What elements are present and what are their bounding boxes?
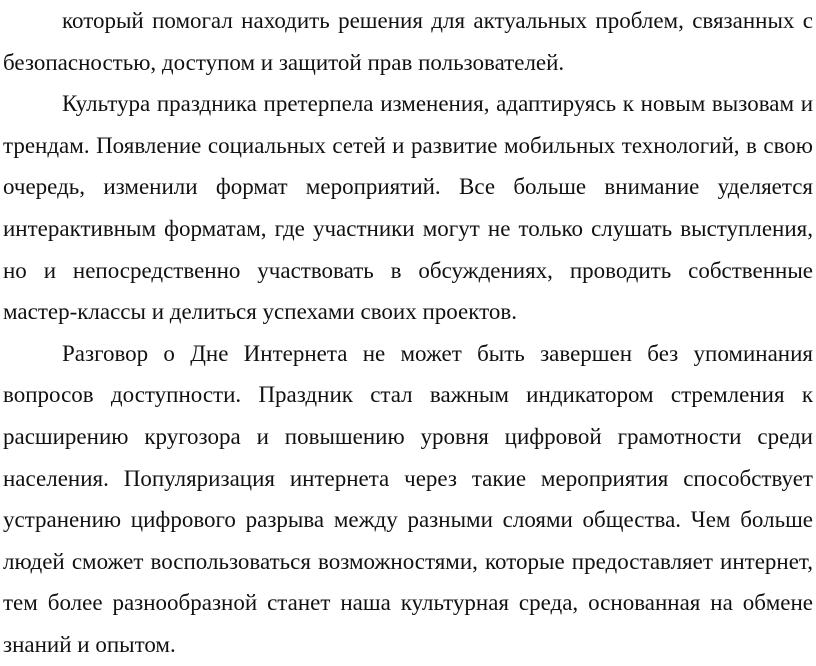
paragraph-accessibility: Разговор о Дне Интернета не может быть завершен без упоминания вопросов доступности. Праздник стал важным индикатором стремления к расширению кругозора и повышению уровня цифровой грамотности среди населения. Популяризация интернета через такие мероприятия способствует устранению цифрового разрыва между разными слоями общества. Чем больше людей сможет воспользоваться возможностями, которые предоставляет интернет, тем более разнообразной станет наша культурная среда, основанная на обмене знаний и опытом.	[3, 340, 813, 657]
paragraph-continuation: который помогал находить решения для актуальных проблем, связанных с безопасностью, доступом и защитой прав пользователей.	[3, 8, 813, 75]
paragraph-holiday-culture: Культура праздника претерпела изменения, адаптируясь к новым вызовам и трендам. Появление социальных сетей и развитие мобильных технологий, в свою очередь, изменили формат мероприятий. Все больше внимание уделяется интерактивным форматам, где участники могут не только слушать выступления, но и непосредственно участвовать в обсуждениях, проводить собственные мастер-классы и делиться успехами своих проектов.	[3, 91, 813, 325]
